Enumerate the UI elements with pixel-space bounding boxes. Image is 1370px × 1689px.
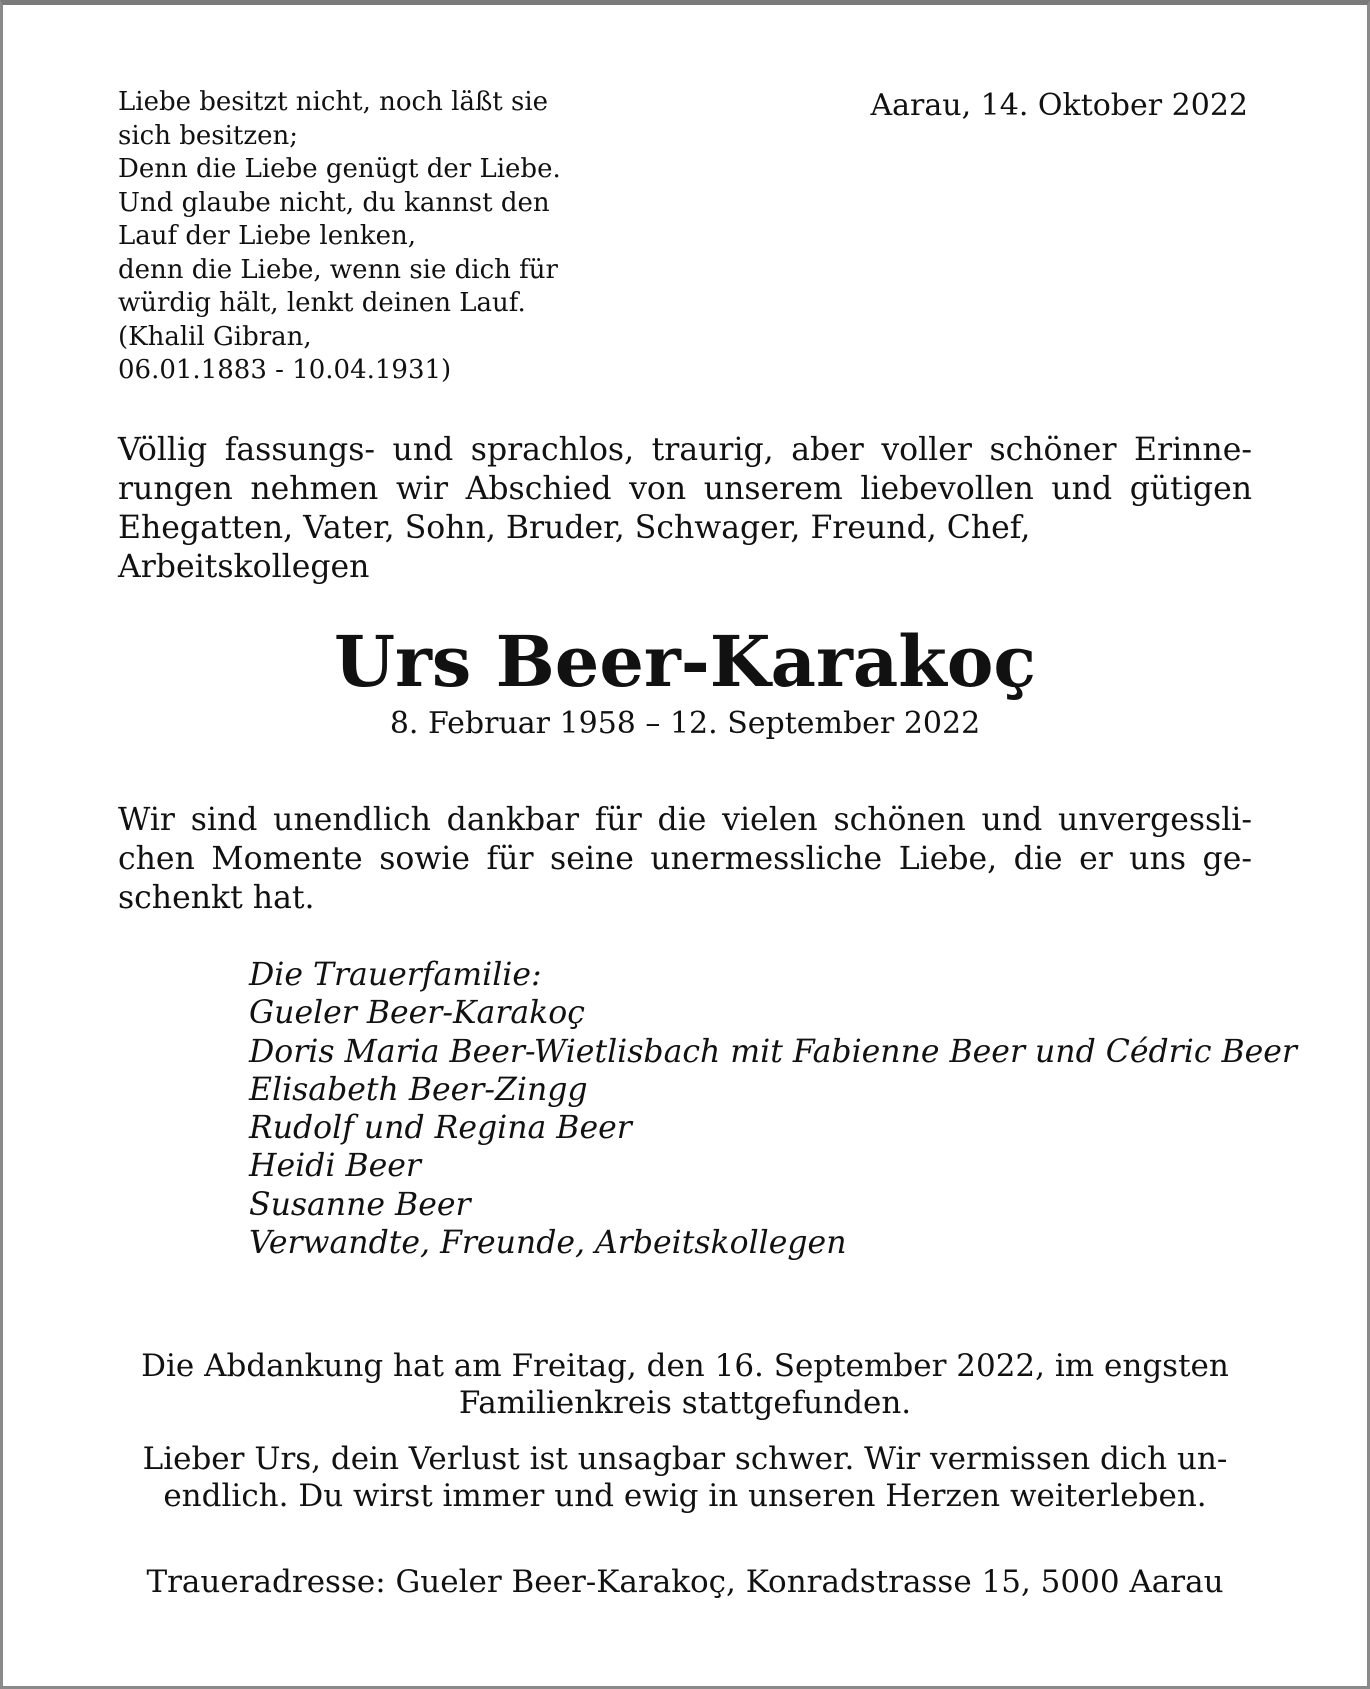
intro-line: Völlig fassungs- und sprachlos, traurig, aber voller schöner Erinne- xyxy=(118,432,1252,468)
ceremony-notice xyxy=(0,1348,1370,1422)
family-member: Rudolf und Regina Beer xyxy=(249,1110,632,1147)
thanks-line: schenkt hat. xyxy=(118,880,315,916)
mourning-address: Traueradresse: Gueler Beer-Karakoç, Konradstrasse 15, 5000 Aarau xyxy=(146,1564,1224,1600)
ceremony-line: Die Abdankung hat am Freitag, den 16. September 2022, im engsten xyxy=(141,1348,1229,1384)
poem-line: Lauf der Liebe lenken, xyxy=(118,221,416,251)
place-date: Aarau, 14. Oktober 2022 xyxy=(870,88,1248,123)
deceased-name: Urs Beer-Karakoç xyxy=(333,620,1037,703)
poem-quote xyxy=(118,86,638,388)
intro-line: rungen nehmen wir Abschied von unserem liebevollen und gütigen xyxy=(118,471,1252,507)
family-member: Heidi Beer xyxy=(249,1148,421,1185)
family-member: Doris Maria Beer-Wietlisbach mit Fabienne Beer und Cédric Beer xyxy=(249,1033,1297,1070)
family-member: Elisabeth Beer-Zingg xyxy=(249,1071,588,1108)
poem-line: Denn die Liebe genügt der Liebe. xyxy=(118,154,561,184)
ceremony-line: Familienkreis stattgefunden. xyxy=(458,1385,912,1421)
poem-author: (Khalil Gibran, xyxy=(118,321,312,352)
intro-line: Arbeitskollegen xyxy=(118,549,370,585)
family-member: Susanne Beer xyxy=(249,1186,471,1223)
thanks-line: chen Momente sowie für seine unermessliche Liebe, die er uns ge- xyxy=(118,841,1252,877)
poem-line: sich besitzen; xyxy=(118,120,298,151)
family-member: Gueler Beer-Karakoç xyxy=(249,995,585,1032)
mourning-family xyxy=(249,956,1297,1262)
poem-line: denn die Liebe, wenn sie dich für xyxy=(118,254,558,285)
family-heading: Die Trauerfamilie: xyxy=(249,957,542,993)
farewell-message xyxy=(0,1441,1370,1515)
farewell-line: endlich. Du wirst immer und ewig in unseren Herzen weiterleben. xyxy=(163,1478,1207,1514)
poem-line: Und glaube nicht, du kannst den xyxy=(118,187,550,218)
thanks-paragraph xyxy=(118,801,1252,918)
intro-paragraph xyxy=(118,431,1252,587)
poem-line: würdig hält, lenkt deinen Lauf. xyxy=(118,288,526,318)
poem-author-dates: 06.01.1883 - 10.04.1931) xyxy=(118,355,452,385)
thanks-line: Wir sind unendlich dankbar für die vielen schönen und unvergessli- xyxy=(118,802,1252,838)
intro-line: Ehegatten, Vater, Sohn, Bruder, Schwager, Freund, Chef, xyxy=(118,510,1031,546)
farewell-line: Lieber Urs, dein Verlust ist unsagbar schwer. Wir vermissen dich un- xyxy=(142,1441,1228,1477)
family-member: Verwandte, Freunde, Arbeitskollegen xyxy=(249,1225,847,1262)
life-dates: 8. Februar 1958 – 12. September 2022 xyxy=(389,706,981,741)
poem-line: Liebe besitzt nicht, noch läßt sie xyxy=(118,87,549,117)
